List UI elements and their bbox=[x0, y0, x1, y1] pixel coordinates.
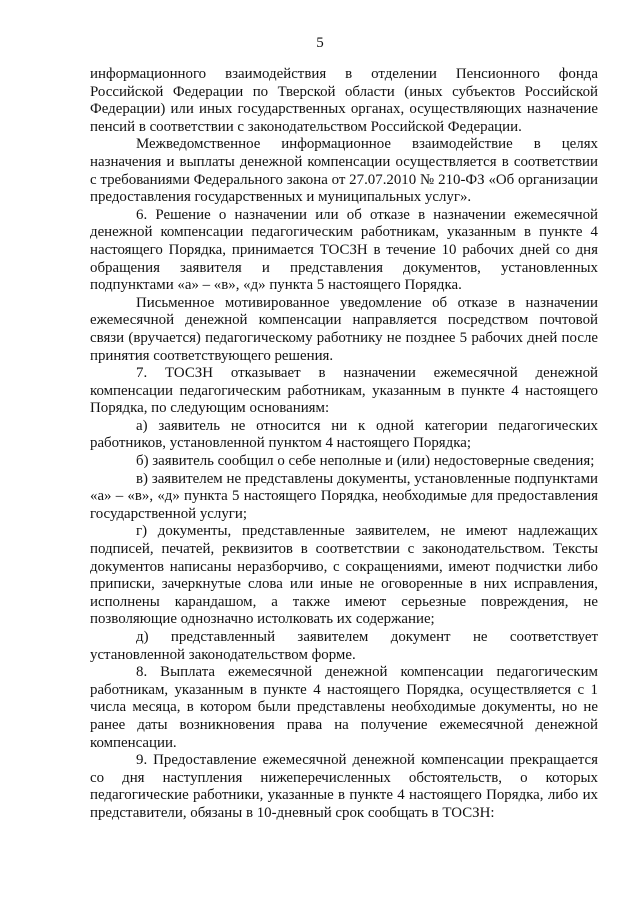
paragraph-refusal-notice: Письменное мотивированное уведомление об отказе в назначении ежемесячной денежной компенсации направляется посредством почтовой связи (вручается) педагогическому работнику не позднее 5 рабочих дней после принятия соответствующего решения. bbox=[90, 294, 598, 364]
list-item-7b: б) заявитель сообщил о себе неполные и (или) недостоверные сведения; bbox=[136, 453, 595, 470]
document-body bbox=[90, 66, 598, 823]
list-item-7d: д) представленный заявителем документ не соответствует установленной законодательством форме. bbox=[90, 629, 598, 663]
paragraph-clause-9: 9. Предоставление ежемесячной денежной компенсации прекращается со дня наступления нижеперечисленных обстоятельств, о которых педагогические работники, указанные в пункте 4 настоящего Порядка, либо их представители, обязаны в 10-дневный срок сообщать в ТОСЗН: bbox=[90, 752, 598, 821]
paragraph-continuation: информационного взаимодействия в отделении Пенсионного фонда Российской Федерации по Тверской области (иных субъектов Российской Федерации) или иных государственных органах, осуществляющих назначение пенсий в соответствии с законодательством Российской Федерации. bbox=[90, 66, 598, 135]
paragraph-clause-7: 7. ТОСЗН отказывает в назначении ежемесячной денежной компенсации педагогическим работникам, указанным в пункте 4 настоящего Порядка, по следующим основаниям: bbox=[90, 365, 598, 417]
paragraph-interagency-interaction: Межведомственное информационное взаимодействие в целях назначения и выплаты денежной компенсации осуществляется в соответствии с требованиями Федерального закона от 27.07.2010 № 210-ФЗ «Об организации предоставления государственных и муниципальных услуг». bbox=[90, 136, 598, 206]
paragraph-clause-8: 8. Выплата ежемесячной денежной компенсации педагогическим работникам, указанным в пункте 4 настоящего Порядка, осуществляется с 1 числа месяца, в котором были представлены необходимые документы, но не ранее даты возникновения права на получение ежемесячной денежной компенсации. bbox=[90, 664, 598, 751]
list-item-7v: в) заявителем не представлены документы, установленные подпунктами «а» – «в», «д» пункта 5 настоящего Порядка, необходимые для предоставления государственной услуги; bbox=[90, 470, 598, 522]
page-number: 5 bbox=[316, 35, 324, 51]
list-item-7a: а) заявитель не относится ни к одной категории педагогических работников, установленной пунктом 4 настоящего Порядка; bbox=[90, 417, 598, 452]
list-item-7g: г) документы, представленные заявителем, не имеют надлежащих подписей, печатей, реквизитов в соответствии с законодательством. Тексты документов написаны неразборчиво, с сокращениями, имеют подчистки либо приписки, зачеркнутые слова или иные не оговоренные в них исправления, исполнены карандашом, а также имеют серьезные повреждения, не позволяющие однозначно истолковать их содержание; bbox=[90, 523, 598, 628]
paragraph-clause-6: 6. Решение о назначении или об отказе в назначении ежемесячной денежной компенсации педагогическим работникам, указанным в пункте 4 настоящего Порядка, принимается ТОСЗН в течение 10 рабочих дней со дня обращения заявителя и представления документов, установленных подпунктами «а» – «в», «д» пункта 5 настоящего Порядка. bbox=[90, 206, 598, 294]
